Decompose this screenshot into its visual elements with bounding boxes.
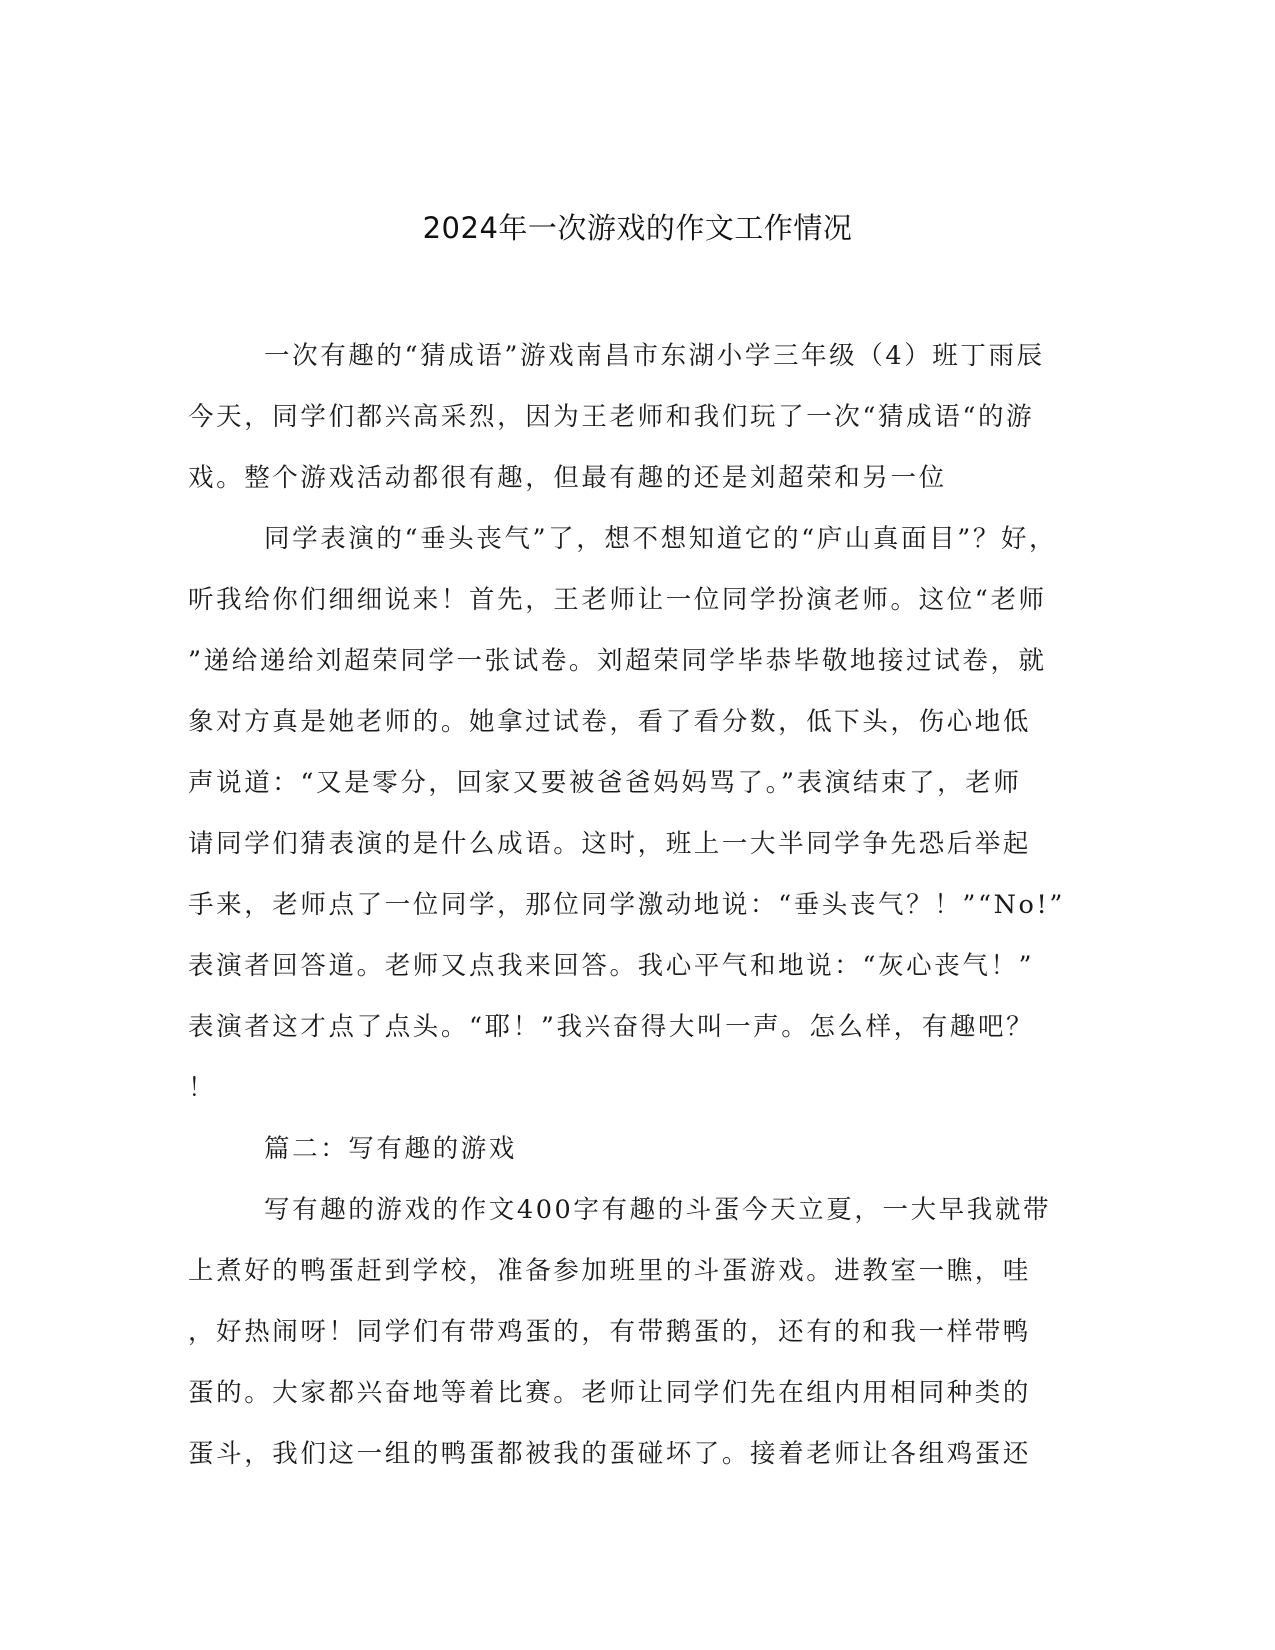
text-line: 手来，老师点了一位同学，那位同学激动地说：“垂头丧气？！”“No!” <box>188 890 1065 920</box>
text-line: 声说道：“又是零分，回家又要被爸爸妈妈骂了。”表演结束了，老师 <box>188 768 1022 798</box>
text-line: 写有趣的游戏的作文400字有趣的斗蛋今天立夏，一大早我就带 <box>264 1195 1052 1225</box>
text-line: 表演者回答道。老师又点我来回答。我心平气和地说：“灰心丧气！” <box>188 951 1035 981</box>
page-title: 2024年一次游戏的作文工作情况 <box>422 211 853 245</box>
text-line: 蛋的。大家都兴奋地等着比赛。老师让同学们先在组内用相同种类的 <box>188 1378 1032 1408</box>
text-line: 听我给你们细细说来！首先，王老师让一位同学扮演老师。这位“老师 <box>188 585 1047 615</box>
text-line: 表演者这才点了点头。“耶！”我兴奋得大叫一声。怎么样，有趣吧？ <box>188 1012 1035 1042</box>
text-line: 请同学们猜表演的是什么成语。这时，班上一大半同学争先恐后举起 <box>188 829 1032 859</box>
text-line: 蛋斗，我们这一组的鸭蛋都被我的蛋碰坏了。接着老师让各组鸡蛋还 <box>188 1439 1032 1469</box>
document-body <box>188 326 1088 1485</box>
text-line: 上煮好的鸭蛋赶到学校，准备参加班里的斗蛋游戏。进教室一瞧，哇 <box>188 1256 1032 1286</box>
text-line: 同学表演的“垂头丧气”了，想不想知道它的“庐山真面目”？好， <box>264 524 1058 554</box>
text-line: 今天，同学们都兴高采烈，因为王老师和我们玩了一次“猜成语“的游 <box>188 402 1035 432</box>
text-line: 戏。整个游戏活动都很有趣，但最有趣的还是刘超荣和另一位 <box>188 463 947 493</box>
text-line: 象对方真是她老师的。她拿过试卷，看了看分数，低下头，伤心地低 <box>188 707 1032 737</box>
text-line: ，好热闹呀！同学们有带鸡蛋的，有带鹅蛋的，还有的和我一样带鸭 <box>188 1317 1032 1347</box>
text-line: 一次有趣的“猜成语”游戏南昌市东湖小学三年级（4）班丁雨辰 <box>264 341 1045 371</box>
text-line: ！ <box>188 1073 217 1103</box>
section-heading: 篇二：写有趣的游戏 <box>264 1134 517 1164</box>
text-line: ”递给递给刘超荣同学一张试卷。刘超荣同学毕恭毕敬地接过试卷，就 <box>188 646 1047 676</box>
